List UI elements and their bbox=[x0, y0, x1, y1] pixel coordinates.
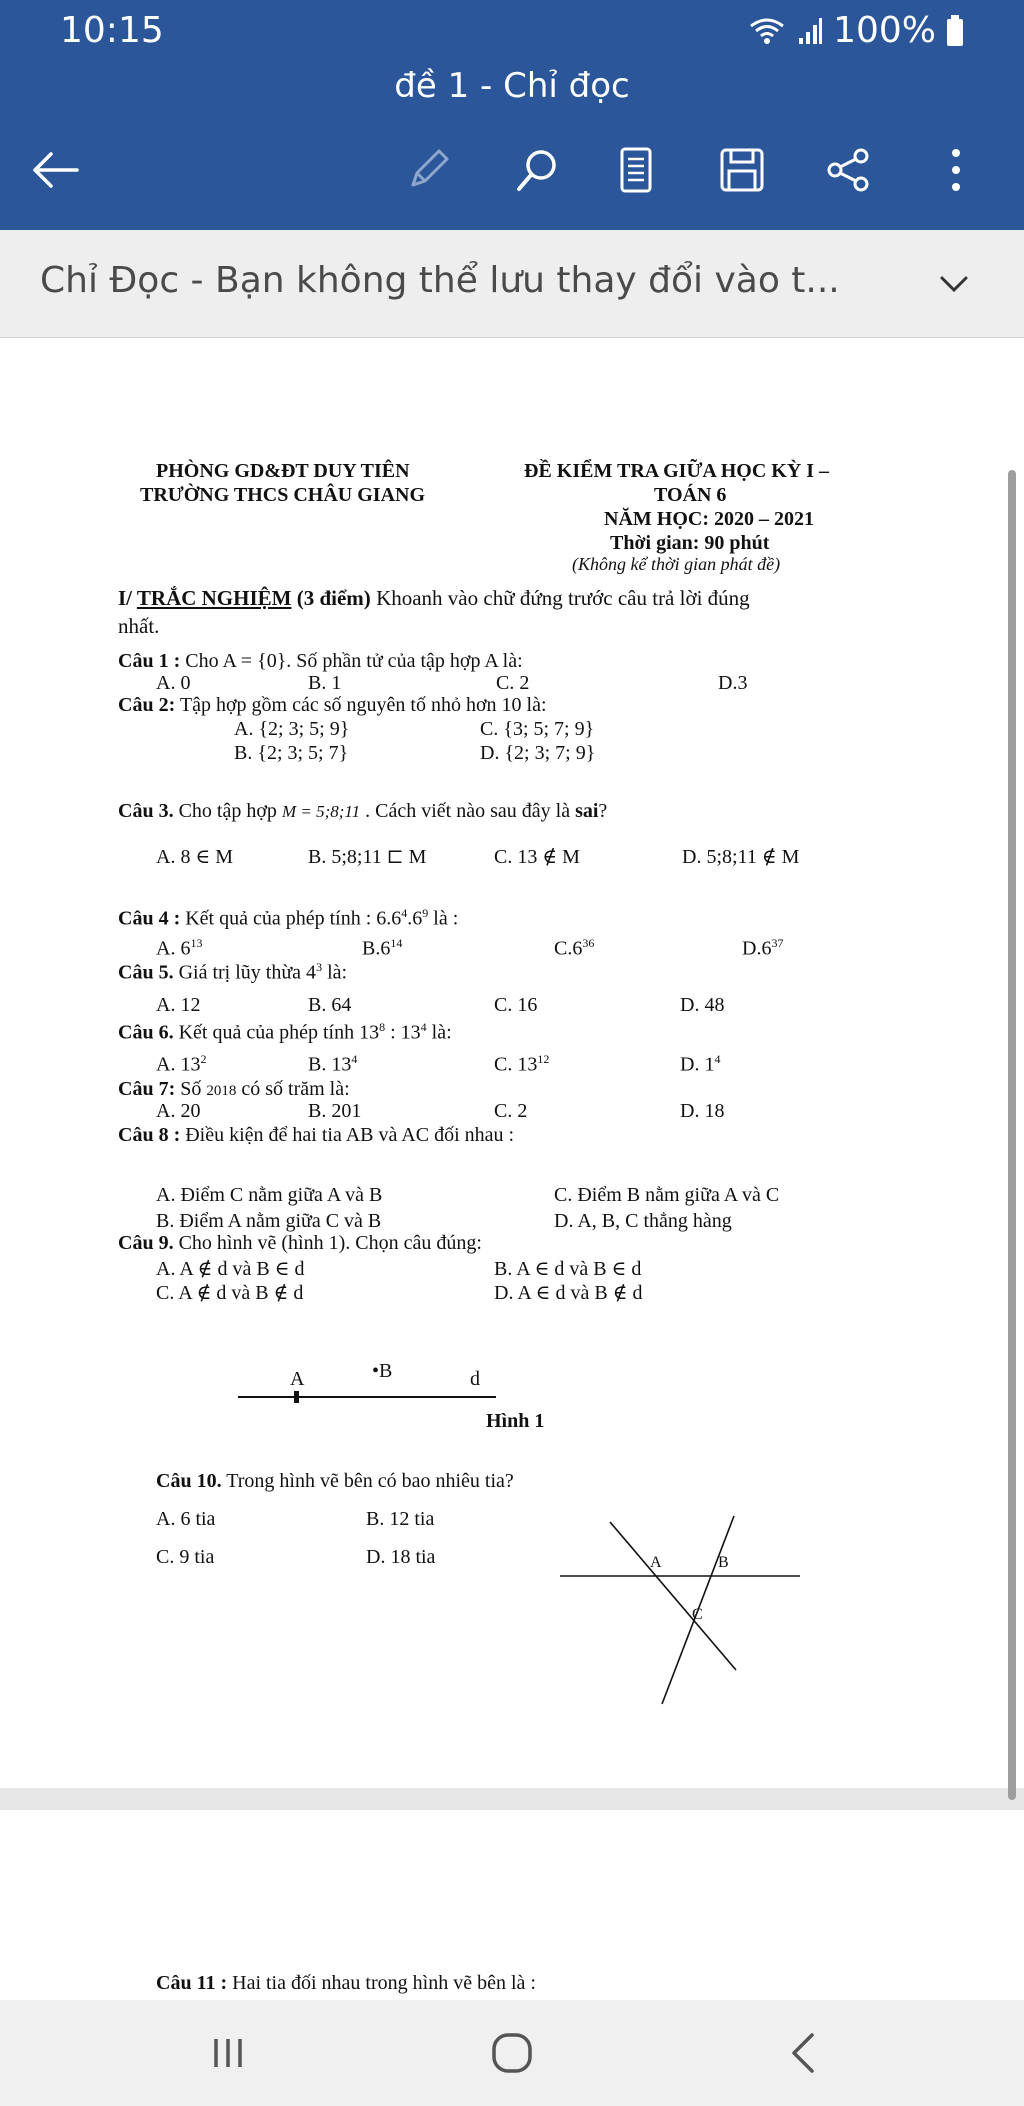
school-name: TRƯỜNG THCS CHÂU GIANG bbox=[140, 484, 426, 506]
section-number: I/ bbox=[118, 586, 137, 610]
question-text: Cho A = {0}. Số phần tử của tập hợp A là: bbox=[180, 650, 523, 672]
q6-option-b: B. $13^4$ bbox=[308, 1052, 358, 1076]
q3-option-c: C. 13 ∉ M bbox=[494, 846, 580, 868]
question-6: Câu 6. Kết quả của phép tính $13^8$ : $13^4$ là: bbox=[118, 1020, 452, 1044]
q7-option-a: A. 20 bbox=[156, 1100, 201, 1122]
question-4: Câu 4 : Kết quả của phép tính : $6.6^4.6^9$ là : bbox=[118, 906, 459, 930]
question-label: Câu 2: bbox=[118, 694, 176, 716]
question-label: Câu 8 : bbox=[118, 1124, 181, 1146]
q3-option-b: B. 5;8;11 ⊏ M bbox=[308, 846, 427, 868]
q1-option-d: D.3 bbox=[718, 672, 748, 694]
section-title: TRẮC NGHIỆM bbox=[136, 586, 292, 610]
fig1-label-b: •B bbox=[372, 1360, 393, 1382]
q2-option-c: C. {3; 5; 7; 9} bbox=[480, 718, 595, 740]
q3-option-a: A. 8 ∈ M bbox=[156, 846, 234, 868]
document-title: đề 1 - Chỉ đọc bbox=[394, 66, 630, 106]
signal-icon bbox=[797, 16, 823, 46]
recent-apps-icon[interactable] bbox=[188, 2018, 268, 2088]
more-icon[interactable] bbox=[926, 140, 986, 200]
set-notation: M = 5;8;11 bbox=[281, 802, 361, 821]
q4-option-c: $C.6^{36}$ bbox=[554, 936, 595, 960]
emphasis-word: sai bbox=[575, 800, 599, 822]
section-points: (3 điểm) bbox=[291, 586, 371, 610]
section-instruction: Khoanh vào chữ đứng trước câu trả lời đúng bbox=[370, 586, 750, 610]
q10-option-b: B. 12 tia bbox=[366, 1508, 435, 1530]
question-10: Câu 10. Trong hình vẽ bên có bao nhiêu tia? bbox=[156, 1470, 514, 1492]
q9-option-a: A. A ∉ d và B ∈ d bbox=[156, 1258, 305, 1280]
question-11: Câu 11 : Hai tia đối nhau trong hình vẽ bên là : bbox=[156, 1972, 536, 1994]
fig2-label-b: B bbox=[718, 1554, 729, 1571]
question-1 bbox=[118, 650, 523, 673]
school-year: NĂM HỌC: 2020 – 2021 bbox=[604, 508, 814, 530]
q2-option-d: D. {2; 3; 7; 9} bbox=[480, 742, 596, 764]
q7-option-c: C. 2 bbox=[494, 1100, 528, 1122]
question-label: Câu 3. bbox=[118, 800, 174, 822]
app-bar bbox=[0, 0, 1024, 230]
status-time: 10:15 bbox=[60, 10, 164, 51]
q10-option-d: D. 18 tia bbox=[366, 1546, 436, 1568]
fig1-label-d: d bbox=[470, 1368, 480, 1390]
q7-option-d: D. 18 bbox=[680, 1100, 725, 1122]
q1-option-a: A. 0 bbox=[156, 672, 191, 694]
question-9: Câu 9. Cho hình vẽ (hình 1). Chọn câu đúng: bbox=[118, 1232, 482, 1254]
section-heading bbox=[118, 586, 750, 611]
q2-option-b: B. {2; 3; 5; 7} bbox=[234, 742, 349, 764]
read-only-message: Chỉ Đọc - Bạn không thể lưu thay đổi vào t... bbox=[40, 260, 840, 301]
question-label: Câu 6. bbox=[118, 1021, 174, 1044]
fig2-label-a: A bbox=[650, 1554, 662, 1571]
q6-option-d: D. $1^4$ bbox=[680, 1052, 721, 1076]
section-instruction-cont: nhất. bbox=[118, 614, 160, 638]
q7-option-b: B. 201 bbox=[308, 1100, 362, 1122]
q10-option-a: A. 6 tia bbox=[156, 1508, 216, 1530]
q5-option-d: D. 48 bbox=[680, 994, 725, 1016]
fig1-line-d bbox=[238, 1396, 496, 1398]
question-label: Câu 10. bbox=[156, 1470, 222, 1492]
q10-option-c: C. 9 tia bbox=[156, 1546, 215, 1568]
question-7: Câu 7: Số 2018 có số trăm là: bbox=[118, 1078, 350, 1100]
fig1-label-a: A bbox=[290, 1368, 305, 1390]
q5-option-b: B. 64 bbox=[308, 994, 352, 1016]
fig1-caption: Hình 1 bbox=[486, 1410, 545, 1432]
share-icon[interactable] bbox=[818, 140, 878, 200]
fig1-point-a bbox=[294, 1391, 299, 1403]
back-icon[interactable] bbox=[764, 2018, 844, 2088]
question-text: Tập hợp gồm các số nguyên tố nhỏ hơn 10 là: bbox=[175, 694, 547, 716]
battery-icon bbox=[946, 15, 964, 47]
reading-view-icon[interactable] bbox=[606, 140, 666, 200]
chevron-down-icon[interactable] bbox=[934, 264, 974, 309]
q9-option-d: D. A ∈ d và B ∉ d bbox=[494, 1282, 643, 1304]
fig2-label-c: C bbox=[692, 1606, 703, 1623]
q8-option-a: A. Điểm C nằm giữa A và B bbox=[156, 1184, 383, 1206]
q8-option-b: B. Điểm A nằm giữa C và B bbox=[156, 1210, 382, 1232]
q1-option-c: C. 2 bbox=[496, 672, 530, 694]
q2-option-a: A. {2; 3; 5; 9} bbox=[234, 718, 350, 740]
pen-icon[interactable] bbox=[398, 140, 458, 200]
question-label: Câu 9. bbox=[118, 1232, 174, 1254]
question-label: Câu 4 : bbox=[118, 907, 181, 930]
q4-option-d: $D.6^{37}$ bbox=[742, 936, 784, 960]
q6-option-c: C. $13^{12}$ bbox=[494, 1052, 550, 1076]
question-text: Cho tập hợp bbox=[173, 800, 282, 822]
read-only-banner[interactable] bbox=[0, 230, 1024, 338]
q1-option-b: B. 1 bbox=[308, 672, 342, 694]
q4-option-b: $B.6^{14}$ bbox=[362, 936, 403, 960]
document-page-2 bbox=[0, 1810, 1024, 2000]
question-label: Câu 11 : bbox=[156, 1972, 228, 1994]
q5-option-a: A. 12 bbox=[156, 994, 201, 1016]
question-label: Câu 1 : bbox=[118, 650, 181, 672]
fig2-lines bbox=[550, 1508, 810, 1708]
question-5: Câu 5. Giá trị lũy thừa $4^3$ là: bbox=[118, 960, 348, 984]
question-label: Câu 7: bbox=[118, 1078, 176, 1100]
q8-option-c: C. Điểm B nằm giữa A và C bbox=[554, 1184, 780, 1206]
question-label: Câu 5. bbox=[118, 961, 174, 984]
scrollbar[interactable] bbox=[1008, 470, 1016, 1800]
q5-option-c: C. 16 bbox=[494, 994, 538, 1016]
battery-level: 100% bbox=[833, 10, 936, 51]
school-department: PHÒNG GD&ĐT DUY TIÊN bbox=[156, 460, 410, 482]
home-icon[interactable] bbox=[472, 2018, 552, 2088]
wifi-icon bbox=[747, 16, 787, 46]
question-8: Câu 8 : Điều kiện để hai tia AB và AC đối nhau : bbox=[118, 1124, 515, 1146]
status-icons bbox=[747, 10, 964, 51]
exam-note: (Không kể thời gian phát đề) bbox=[572, 554, 781, 574]
q8-option-d: D. A, B, C thẳng hàng bbox=[554, 1210, 732, 1232]
question-3: Câu 3. Cho tập hợp M = 5;8;11 . Cách viết nào sau đây là sai? bbox=[118, 800, 608, 822]
q4-option-a: A. $6^{13}$ bbox=[156, 936, 203, 960]
exam-subject: TOÁN 6 bbox=[654, 484, 727, 506]
save-icon[interactable] bbox=[712, 140, 772, 200]
q9-option-b: B. A ∈ d và B ∈ d bbox=[494, 1258, 642, 1280]
q9-option-c: C. A ∉ d và B ∉ d bbox=[156, 1282, 304, 1304]
search-icon[interactable] bbox=[508, 140, 568, 200]
q6-option-a: A. $13^2$ bbox=[156, 1052, 207, 1076]
back-arrow-icon[interactable] bbox=[26, 140, 86, 200]
q3-option-d: D. 5;8;11 ∉ M bbox=[682, 846, 800, 868]
question-2 bbox=[118, 694, 547, 717]
exam-title: ĐỀ KIỂM TRA GIỮA HỌC KỲ I – bbox=[524, 460, 830, 482]
system-nav-bar bbox=[0, 2000, 1024, 2106]
document-page-1 bbox=[0, 338, 1024, 1788]
exam-duration: Thời gian: 90 phút bbox=[610, 532, 770, 554]
